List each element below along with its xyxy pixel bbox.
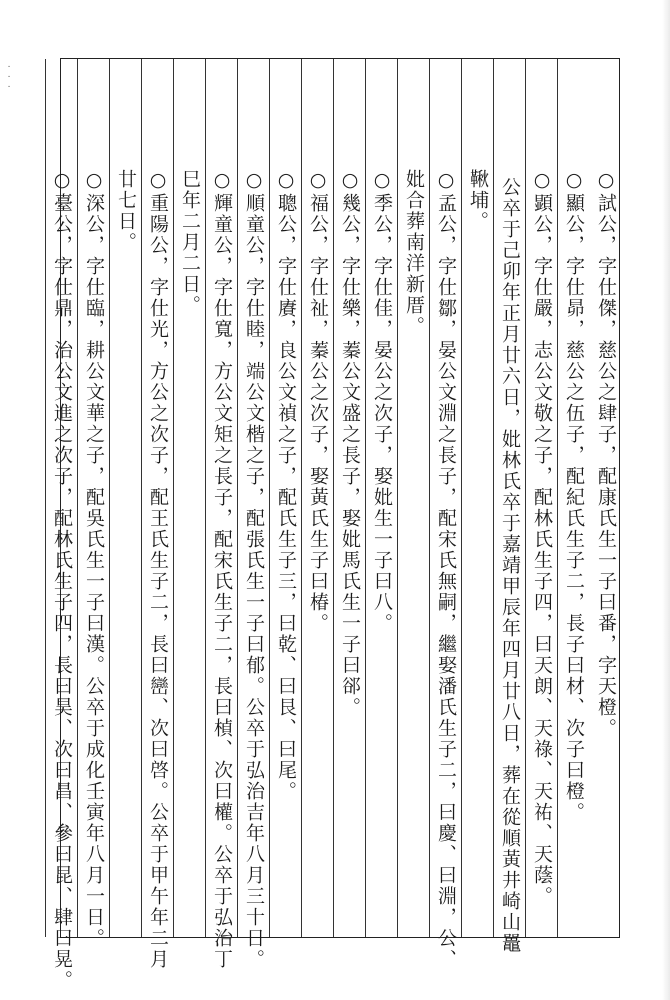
column-text: ○孟公，字仕鄒，晏公文淵之長子，配宋氏無嗣，繼娶潘氏生子二，曰慶、曰淵，公、 (435, 169, 457, 970)
column-text: 鞦埔。 (467, 169, 489, 232)
text-column (141, 59, 173, 970)
text-column (557, 59, 589, 937)
column-text: 妣合葬南洋新厝。 (403, 169, 425, 337)
page-edge-shadow (662, 0, 670, 1000)
column-text: ○顕公，字仕嚴，志公文敬之子，配林氏生子四，曰天朗、天祿、天祐、天蔭。 (531, 169, 553, 907)
text-column (333, 59, 365, 937)
text-column (109, 59, 141, 937)
column-text: ○幾公，字仕樂，蓁公文盛之長子，娶妣馬氏生一子曰郤。 (339, 169, 361, 718)
text-column (493, 59, 525, 954)
column-text: ○試公，字仕傑，慈公之肆子，配康氏生一子曰番，字天橙。 (595, 169, 617, 739)
genealogy-page (51, 58, 620, 991)
column-text: 公卒于己卯年正月廿六日，妣林氏卒于嘉靖甲辰年四月廿八日，葬在從順黃井崎山鼉 (499, 177, 521, 954)
text-column (525, 59, 557, 937)
column-text: ○順童公，字仕睦，端公文楷之子，配張氏生一子曰郁。公卒于弘治吉年八月三十日。 (243, 169, 265, 970)
text-column (77, 59, 109, 949)
text-column (461, 59, 493, 937)
column-text: ○聰公，字仕賡，良公文禎之子，配氏生子三，曰乾、曰艮、曰尾。 (275, 169, 297, 802)
column-text: ○重陽公，字仕光，方公之次子，配王氏生子二，長曰巒、次曰啓。公卒于甲午年二月 (147, 169, 169, 970)
text-column (45, 59, 77, 991)
text-column (205, 59, 237, 970)
margin-mark: ... (4, 60, 14, 90)
column-text: 廿七日。 (115, 169, 137, 253)
column-text: ○臺公，字仕鼎，治公文進之次子，配林氏生子四，長曰昊、次曰昌、參曰昆、肆曰晃。 (51, 169, 73, 991)
text-column (365, 59, 397, 937)
text-column (301, 59, 333, 937)
text-column (173, 59, 205, 937)
text-column (589, 59, 621, 937)
column-text: 巳年二月二日。 (179, 169, 201, 316)
column-text: ○季公，字仕佳，晏公之次子，娶妣生一子曰八。 (371, 169, 393, 634)
column-text: ○顯公，字仕昴，慈公之伍子，配紀氏生子二，長子曰材、次子曰橙。 (563, 169, 585, 823)
column-text: ○輝童公，字仕寬，方公文矩之長子，配宋氏生子二，長曰楨、次曰權。公卒于弘治丁 (211, 169, 233, 970)
text-column (237, 59, 269, 970)
column-text: ○福公，字仕祉，蓁公之次子，娶黃氏生子曰椿。 (307, 169, 329, 634)
text-column (269, 59, 301, 937)
text-column (429, 59, 461, 970)
column-text: ○深公，字仕臨，耕公文華之子，配吳氏生一子曰漢。公卒于成化壬寅年八月一日。 (83, 169, 105, 949)
text-column (397, 59, 429, 937)
